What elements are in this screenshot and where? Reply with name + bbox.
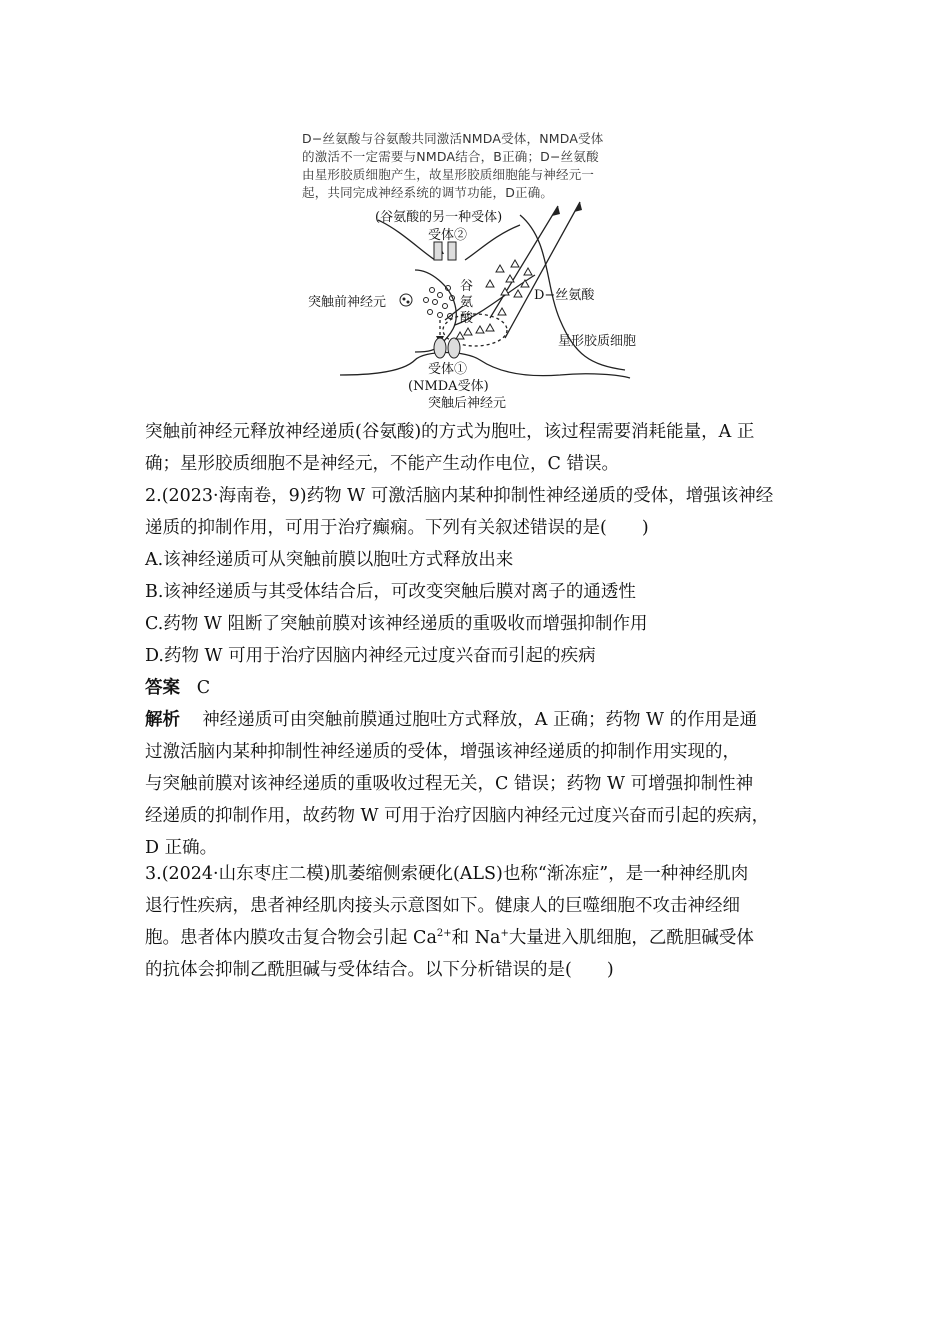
analysis-line: 过激活脑内某种抑制性神经递质的受体，增强该神经递质的抑制作用实现的， [145, 742, 740, 762]
vesicle [400, 294, 412, 306]
analysis-line: D 正确。 [145, 838, 218, 858]
question-stem-line [145, 922, 820, 954]
analysis-label: 解析 [145, 710, 180, 730]
question-stem-line: 退行性疾病，患者神经肌肉接头示意图如下。健康人的巨噬细胞不攻击神经细 [145, 896, 740, 916]
option-d: D.药物 W 可用于治疗因脑内神经元过度兴奋而引起的疾病 [145, 646, 596, 666]
receptor2-membrane-right [465, 225, 520, 260]
caption-line: 的激活不一定需要与NMDA结合，B正确；D−丝氨酸 [302, 149, 599, 164]
label-receptor1: 受体① [428, 362, 468, 377]
analysis-line [145, 704, 820, 736]
analysis-line: 与突触前膜对该神经递质的重吸收过程无关，C 错误；药物 W 可增强抑制性神 [145, 774, 754, 794]
superscript: 2+ [436, 928, 452, 940]
receptor2-membrane-left [378, 220, 435, 260]
label-presynaptic: 突触前神经元 [308, 295, 387, 310]
label-postsynaptic: 突触后神经元 [428, 396, 507, 411]
receptor1-right [448, 338, 460, 358]
receptor2-right [448, 242, 456, 260]
question-3 [145, 858, 820, 986]
option-c: C.药物 W 阻断了突触前膜对该神经递质的重吸收而增强抑制作用 [145, 614, 648, 634]
answer-line [145, 672, 820, 704]
label-receptor2-note: (谷氨酸的另一种受体) [375, 210, 503, 225]
synapse-diagram [290, 120, 670, 420]
stem-part: 胞。患者体内膜攻击复合物会引起 Ca [145, 928, 437, 948]
question-stem-line: 2.(2023·海南卷，9)药物 W 可激活脑内某种抑制性神经递质的受体，增强该神经 [145, 486, 774, 506]
label-receptor1-note: (NMDA受体) [408, 379, 489, 394]
answer-value: C [196, 678, 211, 698]
arrowhead [574, 202, 582, 212]
label-d-serine: D−丝氨酸 [534, 288, 595, 303]
answer-label: 答案 [145, 678, 180, 698]
option-a: A.该神经递质可从突触前膜以胞吐方式释放出来 [145, 550, 514, 570]
superscript: + [500, 928, 509, 940]
text-line: 确；星形胶质细胞不是神经元，不能产生动作电位，C 错误。 [145, 454, 619, 474]
analysis-text: 神经递质可由突触前膜通过胞吐方式释放，A 正确；药物 W 的作用是通 [202, 710, 758, 730]
text-line: 突触前神经元释放神经递质(谷氨酸)的方式为胞吐，该过程需要消耗能量，A 正 [145, 422, 755, 442]
label-astrocyte: 星形胶质细胞 [558, 334, 637, 349]
receptor1-left [434, 338, 446, 358]
analysis-line: 经递质的抑制作用，故药物 W 可用于治疗因脑内神经元过度兴奋而引起的疾病， [145, 806, 770, 826]
arrow-line [505, 202, 580, 338]
caption-line: 由星形胶质细胞产生，故星形胶质细胞能与神经元一 [302, 167, 595, 182]
label-receptor2: 受体② [428, 228, 468, 243]
question-2 [145, 480, 820, 864]
stem-part: 和 Na [451, 928, 501, 948]
label-glutamate-2: 氨 [460, 295, 474, 310]
question-stem-line: 3.(2024·山东枣庄二模)肌萎缩侧索硬化(ALS)也称“渐冻症”，是一种神经肌肉 [145, 864, 749, 884]
label-glutamate-3: 酸 [460, 311, 474, 326]
receptor2-left [434, 242, 442, 260]
caption-line: D−丝氨酸与谷氨酸共同激活NMDA受体，NMDA受体 [302, 131, 604, 146]
question-stem-line: 的抗体会抑制乙酰胆碱与受体结合。以下分析错误的是( ) [145, 960, 614, 980]
stem-part: 大量进入肌细胞，乙酰胆碱受体 [508, 928, 754, 948]
option-b: B.该神经递质与其受体结合后，可改变突触后膜对离子的通透性 [145, 582, 636, 602]
caption-line: 起，共同完成神经系统的调节功能，D正确。 [302, 185, 554, 200]
analysis-paragraph-1 [145, 416, 820, 480]
label-glutamate-1: 谷 [460, 279, 474, 294]
arrowhead [552, 206, 560, 216]
question-stem-line: 递质的抑制作用，可用于治疗癫痫。下列有关叙述错误的是( ) [145, 518, 649, 538]
glutamate-molecules [424, 286, 455, 319]
